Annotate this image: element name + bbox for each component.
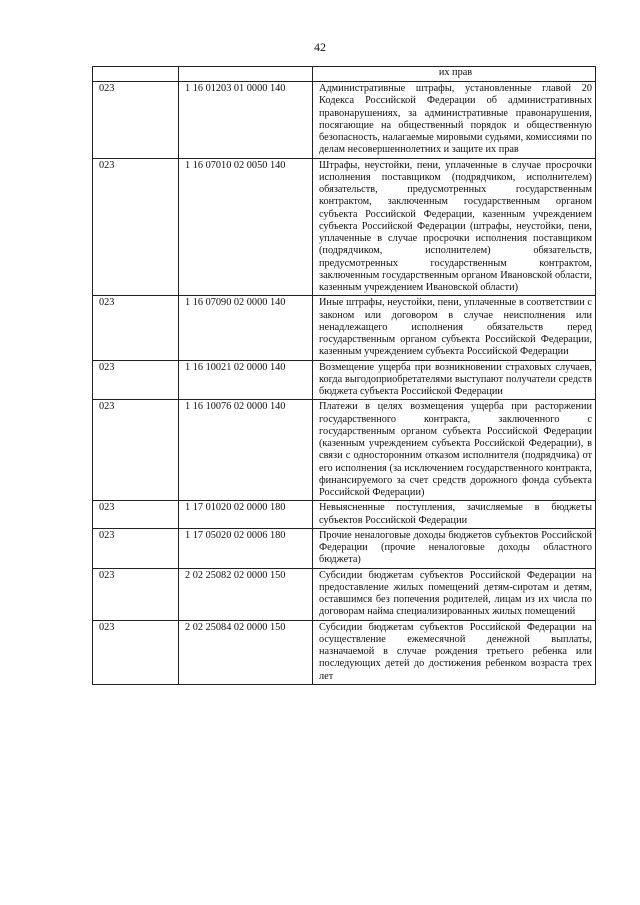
description-cell: Административные штрафы, установленные главой 20 Кодекса Российской Федерации об административных правонарушениях, за административные правонарушения, посягающие на общественный порядок и общественную безопасность, налагаемые мировыми судьями, комиссиями по делам несовершеннолетних и защите их прав [313, 82, 596, 159]
budget-revenue-table [92, 66, 596, 685]
budget-code-cell: 1 16 07090 02 0000 140 [179, 296, 313, 360]
page-number: 42 [314, 40, 326, 54]
budget-code-cell: 2 02 25082 02 0000 150 [179, 568, 313, 620]
admin-code-cell: 023 [93, 501, 179, 529]
budget-code-cell: 1 16 10021 02 0000 140 [179, 360, 313, 400]
table-row [93, 158, 596, 296]
budget-code-cell: 2 02 25084 02 0000 150 [179, 620, 313, 684]
description-cell: Возмещение ущерба при возникновении страховых случаев, когда выгодоприобретателями выступают получатели средств бюджета субъекта Российской Федерации [313, 360, 596, 400]
table-row [93, 400, 596, 501]
budget-code-cell: 1 16 07010 02 0050 140 [179, 158, 313, 296]
description-cell: Платежи в целях возмещения ущерба при расторжении государственного контракта, заключенного с государственным органом субъекта Российской Федерации (казенным учреждением субъекта Российской Федерации), в связи с односторонним отказом исполнителя (подрядчика) от его исполнения (за исключением государственного контракта, финансируемого за счет средств дорожного фонда субъекта Российской Федерации) [313, 400, 596, 501]
description-cell: Субсидии бюджетам субъектов Российской Федерации на осуществление ежемесячной денежной выплаты, назначаемой в случае рождения третьего ребенка или последующих детей до достижения ребенком возраста трех лет [313, 620, 596, 684]
admin-code-cell: 023 [93, 620, 179, 684]
table-row [93, 82, 596, 159]
budget-code-cell [179, 67, 313, 82]
table-row [93, 568, 596, 620]
budget-code-cell: 1 17 01020 02 0000 180 [179, 501, 313, 529]
table-body [93, 67, 596, 685]
admin-code-cell: 023 [93, 360, 179, 400]
admin-code-cell: 023 [93, 296, 179, 360]
description-cell: Прочие неналоговые доходы бюджетов субъектов Российской Федерации (прочие неналоговые доходы областного бюджета) [313, 528, 596, 568]
admin-code-cell: 023 [93, 158, 179, 296]
budget-code-cell: 1 16 01203 01 0000 140 [179, 82, 313, 159]
admin-code-cell: 023 [93, 82, 179, 159]
description-cell: Невыясненные поступления, зачисляемые в бюджеты субъектов Российской Федерации [313, 501, 596, 529]
admin-code-cell: 023 [93, 528, 179, 568]
budget-code-cell: 1 17 05020 02 0006 180 [179, 528, 313, 568]
description-cell: Иные штрафы, неустойки, пени, уплаченные в соответствии с законом или договором в случае неисполнения или ненадлежащего исполнения обязательств перед государственным органом субъекта Российской Федерации, казенным учреждением субъекта Российской Федерации [313, 296, 596, 360]
admin-code-cell [93, 67, 179, 82]
budget-code-cell: 1 16 10076 02 0000 140 [179, 400, 313, 501]
description-cell: Субсидии бюджетам субъектов Российской Федерации на предоставление жилых помещений детям-сиротам и детям, оставшимся без попечения родителей, лицам из их числа по договорам найма специализированных жилых помещений [313, 568, 596, 620]
description-cell: Штрафы, неустойки, пени, уплаченные в случае просрочки исполнения поставщиком (подрядчиком, исполнителем) обязательств, предусмотренных государственным контрактом, заключенным государственным органом субъекта Российской Федерации, казенным учреждением субъекта Российской Федерации (штрафы, неустойки, пени, уплаченные в случае просрочки исполнения поставщиком (подрядчиком, исполнителем) обязательств, предусмотренных государственным контрактом, заключенным государственным органом Ивановской области, казенным учреждением Ивановской области) [313, 158, 596, 296]
admin-code-cell: 023 [93, 400, 179, 501]
admin-code-cell: 023 [93, 568, 179, 620]
table-row [93, 620, 596, 684]
table-row [93, 296, 596, 360]
table-row [93, 67, 596, 82]
table-row [93, 528, 596, 568]
table-row [93, 501, 596, 529]
table-row [93, 360, 596, 400]
description-cell: их прав [313, 67, 596, 82]
